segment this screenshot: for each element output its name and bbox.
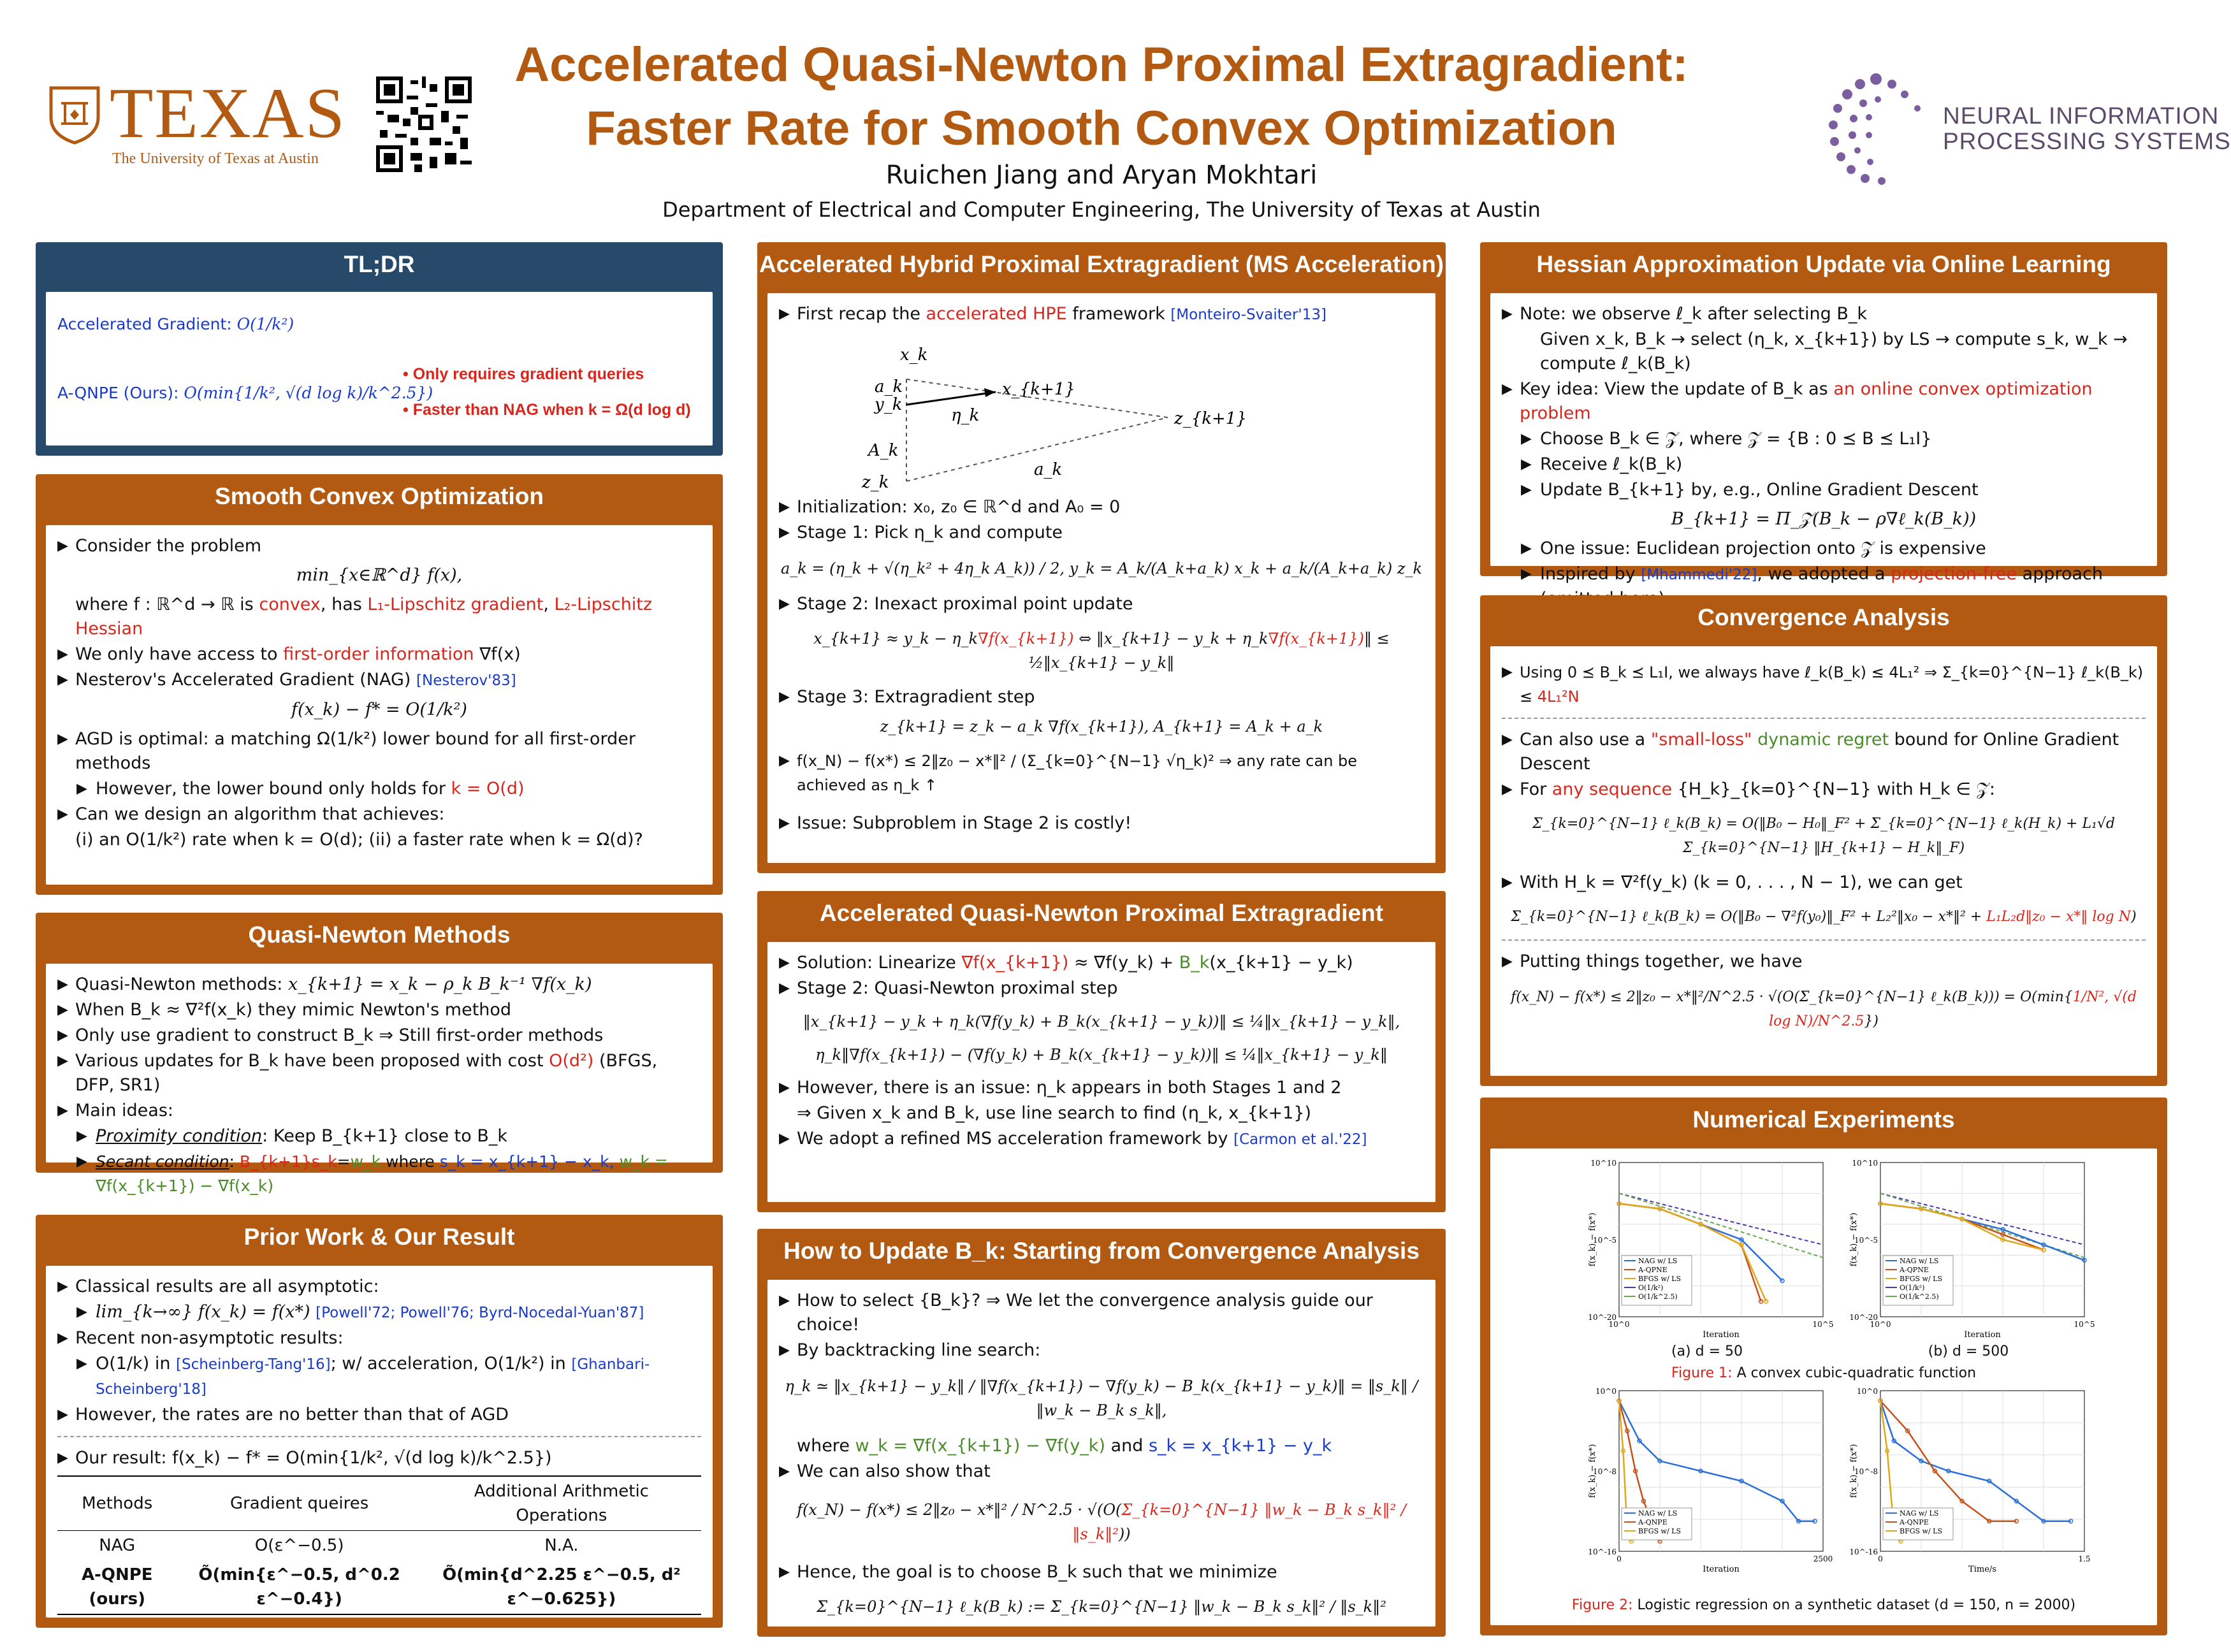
aqnpe-item-3b: ⇒ Given x_k and B_k, use line search to find (η_k, x_{k+1}) <box>797 1103 1312 1123</box>
qn-item-2: ▶ When B_k ≈ ∇²f(x_k) they mimic Newton's method <box>57 998 701 1022</box>
conv-item-1 <box>1502 660 2146 709</box>
smooth-i3-text: Nesterov's Accelerated Gradient (NAG) <box>75 670 411 690</box>
update-i2b-blue: s_k = x_{k+1} − y_k <box>1148 1436 1332 1456</box>
smooth-convex-heading: Smooth Convex Optimization <box>215 483 544 509</box>
aqnpe-i1-green: B_k <box>1179 953 1210 973</box>
conv-i3-pre: For <box>1520 779 1547 799</box>
tldr-agd-rate: O(1/k²) <box>236 315 294 333</box>
update-item-3: ▶ We can also show that <box>779 1460 1424 1484</box>
hessian-body <box>1490 293 2157 584</box>
affiliation: Department of Electrical and Computer Engineering, The University of Texas at Austin <box>662 198 1541 222</box>
tldr-bullet-1: • Only requires gradient queries <box>403 365 644 383</box>
hess-i2-pre: Key idea: View the update of B_k as <box>1520 379 1828 399</box>
y-tick-label: 10^-8 <box>1592 1467 1617 1476</box>
conv-eq2-b: ) <box>2131 909 2137 925</box>
qn-secant-label: Secant condition <box>96 1152 229 1171</box>
fig2-label: Figure 2: <box>1571 1597 1633 1613</box>
fig2a-chart <box>1586 1386 1833 1577</box>
convergence-panel <box>1480 595 2167 1086</box>
update-item-1: ▶ How to select {B_k}? ⇒ We let the convergence analysis guide our choice! <box>779 1289 1424 1337</box>
conv-i2-pre: Can also use a <box>1520 730 1646 750</box>
hess-item-2a: ▶ Choose B_k ∈ 𝒵, where 𝒵 = {B : 0 ⪯ B ⪯ L₁I} <box>1502 427 2146 451</box>
update-item-2: ▶ By backtracking line search: <box>779 1338 1424 1363</box>
conv-eq-2 <box>1502 905 2146 929</box>
prior-divider <box>57 1436 701 1437</box>
prior-item-4: ▶ Our result: f(x_k) − f* = O(min{1/k², √(d log k)/k^2.5}) <box>57 1446 701 1470</box>
smooth-i4a-red: k = O(d) <box>451 779 525 799</box>
tldr-agd-label: Accelerated Gradient: <box>57 315 232 333</box>
ahpe-item-1 <box>779 302 1424 327</box>
ahpe-eq4-r2: ∇f(x_{k+1}) <box>1268 630 1364 648</box>
fig1a-subcaption: (a) d = 50 <box>1671 1344 1743 1359</box>
legend-label: O(1/k²) <box>1900 1284 1925 1292</box>
qn-secant-w: w_k <box>350 1152 381 1171</box>
diag-ak: a_k <box>875 377 903 396</box>
smooth-i1b-mid: , has <box>320 595 362 614</box>
prior-i2a-cite1[interactable]: [Scheinberg-Tang'16] <box>176 1356 331 1373</box>
conv-item-4: ▶ With H_k = ∇²f(y_k) (k = 0, . . . , N − 1), we can get <box>1502 871 2146 895</box>
y-axis-label: f(x_k) − f(x*) <box>1849 1444 1859 1498</box>
legend-label: A-QPNE <box>1900 1266 1929 1274</box>
prior-item-2: ▶ Recent non-asymptotic results: <box>57 1326 701 1351</box>
ut-wordmark: TEXAS <box>110 74 346 153</box>
table-row <box>57 1531 701 1561</box>
prior-work-body <box>46 1266 713 1618</box>
smooth-eq-1: min_{x∈ℝ^d} f(x), <box>296 565 463 585</box>
diag-yk: y_k <box>875 395 903 414</box>
table-cell: O(ε^−0.5) <box>254 1536 344 1555</box>
smooth-i1b-l2: L₂-Lipschitz Hessian <box>75 595 653 639</box>
legend-label: O(1/k^2.5) <box>1638 1293 1678 1301</box>
qn-i1-eq: x_{k+1} = x_k − ρ_k B_k⁻¹ ∇f(x_k) <box>287 975 592 994</box>
fig1b-subcaption: (b) d = 500 <box>1928 1344 2009 1359</box>
update-i2b-mid: and <box>1110 1436 1144 1456</box>
qn-secant-wdef: w_k = ∇f(x_{k+1}) − ∇f(x_k) <box>96 1152 668 1195</box>
smooth-convex-body <box>46 525 713 885</box>
qn-item-5a <box>57 1124 701 1148</box>
fig1-label: Figure 1: <box>1671 1365 1733 1381</box>
smooth-item-4: ▶ AGD is optimal: a matching Ω(1/k²) lower bound for all first-order methods <box>57 727 701 776</box>
prior-work-panel <box>36 1215 723 1628</box>
ahpe-item-4: ▶ Stage 2: Inexact proximal point update <box>779 592 1424 616</box>
fig2-caption-text: Logistic regression on a synthetic dataset (d = 150, n = 2000) <box>1637 1597 2076 1613</box>
neurips-logo <box>1815 66 2231 196</box>
ahpe-i1-post: framework <box>1072 304 1165 324</box>
comparison-table <box>57 1475 701 1615</box>
x-axis-label: Iteration <box>1703 1330 1740 1340</box>
smooth-i2-red: first-order information <box>283 644 474 664</box>
qn-proximity-text: : Keep B_{k+1} close to B_k <box>262 1126 508 1146</box>
update-bk-heading: How to Update B_k: Starting from Convergence Analysis <box>783 1238 1420 1264</box>
convergence-body <box>1490 646 2157 1076</box>
y-axis-label: f(x_k) − f(x*) <box>1849 1212 1859 1267</box>
aqnpe-heading: Accelerated Quasi-Newton Proximal Extragradient <box>819 900 1384 926</box>
ahpe-eq-3: a_k = (η_k + √(η_k² + 4η_k A_k)) / 2, y_k = A_k/(A_k+a_k) x_k + a_k/(A_k+a_k) z_k <box>780 560 1423 577</box>
diag-etak: η_k <box>951 406 980 425</box>
smooth-i3-cite[interactable]: [Nesterov'83] <box>416 672 516 689</box>
tldr-agd <box>57 312 294 337</box>
qn-i4-pre: Various updates for B_k have been proposed with cost <box>75 1051 544 1071</box>
quasi-newton-heading: Quasi-Newton Methods <box>248 922 511 948</box>
convergence-heading: Convergence Analysis <box>1697 604 1950 630</box>
tldr-bullet-2-text: Faster than NAG when k = Ω(d log d) <box>412 401 691 419</box>
update-i2b-green: w_k = ∇f(x_{k+1}) − ∇f(y_k) <box>855 1436 1105 1456</box>
update-eq2-red: Σ_{k=0}^{N−1} ‖w_k − B_k s_k‖² / ‖s_k‖² <box>1072 1501 1406 1543</box>
diag-zk1: z_{k+1} <box>1174 409 1247 428</box>
diag-xk: x_k <box>900 345 928 365</box>
aqnpe-i1-pre: Solution: Linearize <box>797 953 956 973</box>
y-tick-label: 10^-20 <box>1849 1313 1878 1322</box>
qn-i1-pre: Quasi-Newton methods: <box>75 975 283 994</box>
y-tick-label: 10^-20 <box>1588 1313 1617 1322</box>
tldr-bullets <box>403 362 691 422</box>
legend-label: A-QNPE <box>1638 1518 1668 1526</box>
smooth-item-1: ▶ Consider the problem <box>57 534 701 558</box>
prior-i2a-1: O(1/k) in <box>96 1354 171 1373</box>
table-header-cell: Additional Arithmetic Operations <box>422 1476 701 1531</box>
legend-label: A-QPNE <box>1638 1266 1668 1274</box>
aqnpe-eq-2: η_k‖∇f(x_{k+1}) − (∇f(y_k) + B_k(x_{k+1} − y_k))‖ ≤ ¼‖x_{k+1} − y_k‖ <box>815 1046 1388 1064</box>
hess-item-2 <box>1502 377 2146 426</box>
table-header-cell: Gradient queires <box>177 1476 421 1531</box>
update-item-2b <box>779 1434 1424 1458</box>
neurips-dots-icon <box>1815 66 1937 194</box>
update-eq-3: Σ_{k=0}^{N−1} ℓ_k(B_k) := Σ_{k=0}^{N−1} ‖w_k − B_k s_k‖² / ‖s_k‖² <box>817 1598 1386 1616</box>
hess-item-2b: ▶ Receive ℓ_k(B_k) <box>1502 453 2146 477</box>
conv-i2-post: bound for Online Gradient Descent <box>1520 730 2119 774</box>
table-cell: Õ(min{ε^−0.5, d^0.2 ε^−0.4}) <box>177 1560 421 1614</box>
smooth-i4a-pre: However, the lower bound only holds for <box>96 779 446 799</box>
diag-zk: z_k <box>862 473 889 492</box>
title-line-2: Faster Rate for Smooth Convex Optimization <box>586 101 1617 156</box>
fig2-caption <box>1490 1593 2157 1618</box>
fig2b-chart <box>1847 1386 2089 1577</box>
prior-i1a-eq: lim_{k→∞} f(x_k) = f(x*) <box>96 1302 310 1322</box>
ahpe-item-7: ▶ Issue: Subproblem in Stage 2 is costly! <box>779 811 1424 836</box>
y-tick-label: 10^10 <box>1852 1159 1878 1168</box>
hess-i2e-pre: Inspired by <box>1540 564 1636 584</box>
smooth-i2-pre: We only have access to <box>75 644 278 664</box>
hess-item-1b: Given x_k, B_k → select (η_k, x_{k+1}) by LS → compute s_k, w_k → compute ℓ_k(B_k) <box>1540 330 2128 373</box>
x-tick-label: 10^0 <box>1608 1320 1630 1329</box>
aqnpe-item-3: ▶ However, there is an issue: η_k appears in both Stages 1 and 2 <box>779 1076 1424 1100</box>
table-cell: A-QNPE (ours) <box>57 1560 177 1614</box>
ahpe-eq4-c: ‖ ≤ ½‖x_{k+1} − y_k‖ <box>1028 630 1390 672</box>
neurips-line-2: PROCESSING SYSTEMS <box>1943 128 2231 154</box>
hess-item-2c: ▶ Update B_{k+1} by, e.g., Online Gradient Descent <box>1502 478 2146 502</box>
aqnpe-i1-red: ∇f(x_{k+1}) <box>961 953 1069 973</box>
conv-eq2-red: L₁L₂d‖z₀ − x*‖ log N <box>1986 909 2131 925</box>
legend-label: BFGS w/ LS <box>1900 1275 1942 1283</box>
table-header-cell: Methods <box>57 1476 177 1531</box>
conv-eq-3 <box>1502 985 2146 1034</box>
aqnpe-i1-mid: ≈ ∇f(y_k) + <box>1073 953 1174 973</box>
x-tick-label: 10^5 <box>2074 1320 2095 1329</box>
prior-i1a-cite[interactable]: [Powell'72; Powell'76; Byrd-Nocedal-Yuan'87] <box>316 1305 644 1321</box>
prior-item-3: ▶ However, the rates are no better than that of AGD <box>57 1403 701 1427</box>
x-axis-label: Time/s <box>1968 1565 1996 1574</box>
table-row <box>57 1560 701 1614</box>
ahpe-item-6: ▶ f(x_N) − f(x*) ≤ 2‖z₀ − x*‖² / (Σ_{k=0}^{N−1} √η_k)² ⇒ any rate can be achieved as η_k ↑ <box>779 749 1424 797</box>
ahpe-i1-pre: First recap the <box>797 304 920 324</box>
smooth-item-2 <box>57 642 701 667</box>
conv-eq3-red: 1/N², √(d log N)/N^2.5 <box>1769 989 2137 1029</box>
ahpe-i1-cite[interactable]: [Monteiro-Svaiter'13] <box>1170 307 1326 323</box>
legend-label: O(1/k^2.5) <box>1900 1293 1939 1301</box>
smooth-convex-panel <box>36 474 723 895</box>
fig1a-chart <box>1586 1157 1834 1342</box>
legend-label: BFGS w/ LS <box>1900 1527 1942 1535</box>
qn-secant-eq: = <box>337 1152 351 1171</box>
numerical-body <box>1490 1148 2157 1625</box>
diag-Ak: A_k <box>868 441 899 460</box>
x-tick-label: 2500 <box>1813 1554 1833 1563</box>
smooth-item-4a <box>57 777 701 801</box>
conv-divider-1 <box>1502 718 2146 719</box>
legend-label: NAG w/ LS <box>1900 1509 1939 1518</box>
conv-i3-post: {H_k}_{k=0}^{N−1} with H_k ∈ 𝒵: <box>1677 779 1995 799</box>
smooth-item-5: ▶ Can we design an algorithm that achieves: <box>57 802 701 827</box>
ahpe-item-2: ▶ Initialization: x₀, z₀ ∈ ℝ^d and A₀ = 0 <box>779 495 1424 519</box>
y-tick-label: 10^10 <box>1590 1159 1617 1168</box>
tldr-panel <box>36 242 723 456</box>
smooth-item-3 <box>57 668 701 693</box>
conv-i1-red: 4L₁²N <box>1537 688 1580 706</box>
aqnpe-i4-text: We adopt a refined MS acceleration framework by <box>797 1129 1228 1148</box>
prior-i2a-2: ; w/ acceleration, O(1/k²) in <box>330 1354 566 1373</box>
fig1b-chart <box>1847 1157 2095 1342</box>
prior-item-2a <box>57 1352 701 1402</box>
fig1-caption-text: A convex cubic-quadratic function <box>1736 1365 1977 1381</box>
tldr-body <box>46 292 713 446</box>
hess-i2e-cite[interactable]: [Mhammedi'22] <box>1641 567 1757 583</box>
hessian-panel <box>1480 242 2167 584</box>
hess-item-2d: ▶ One issue: Euclidean projection onto 𝒵 is expensive <box>1502 537 2146 561</box>
update-item-4: ▶ Hence, the goal is to choose B_k such that we minimize <box>779 1560 1424 1584</box>
hpe-geometry-diagram <box>779 328 1416 494</box>
prior-item-1a <box>57 1300 701 1325</box>
smooth-eq-2: f(x_k) − f* = O(1/k²) <box>291 700 467 720</box>
aqnpe-item-1 <box>779 951 1424 975</box>
x-axis-label: Iteration <box>1964 1330 2001 1340</box>
conv-item-5: ▶ Putting things together, we have <box>1502 950 2146 974</box>
authors: Ruichen Jiang and Aryan Mokhtari <box>885 161 1318 190</box>
update-bk-panel <box>757 1229 1446 1637</box>
hess-i2e-mid: , we adopted a <box>1757 564 1886 584</box>
numerical-panel <box>1480 1098 2167 1635</box>
conv-divider-2 <box>1502 939 2146 941</box>
conv-i3-red: any sequence <box>1552 779 1673 799</box>
x-tick-label: 1.5 <box>2078 1554 2091 1563</box>
qn-item-5b: ▶ Secant condition: B_{k+1}s_k=w_k where s_k = x_{k+1} − x_k, w_k = ∇f(x_{k+1}) − ∇f(x_k) <box>57 1150 701 1198</box>
ahpe-eq4-r1: ∇f(x_{k+1}) <box>978 630 1074 648</box>
aqnpe-eq-1: ‖x_{k+1} − y_k + η_k(∇f(y_k) + B_k(x_{k+1} − y_k))‖ ≤ ¼‖x_{k+1} − y_k‖, <box>803 1013 1400 1031</box>
conv-i1-pre: Using 0 ⪯ B_k ⪯ L₁I, we always have ℓ_k(B_k) ≤ 4L₁² ⇒ Σ_{k=0}^{N−1} ℓ_k(B_k) ≤ <box>1520 663 2144 706</box>
diag-ak2: a_k <box>1034 460 1063 479</box>
legend-label: BFGS w/ LS <box>1638 1275 1681 1283</box>
x-axis-label: Iteration <box>1703 1565 1740 1574</box>
smooth-i1b-convex: convex <box>259 595 321 614</box>
conv-i2-red: "small-loss" <box>1650 730 1752 750</box>
tldr-bullet-1-text: Only requires gradient queries <box>412 365 644 383</box>
ahpe-item-3: ▶ Stage 1: Pick η_k and compute <box>779 521 1424 545</box>
aqnpe-panel <box>757 891 1446 1212</box>
qn-i4-red: O(d²) <box>549 1051 594 1071</box>
y-tick-label: 10^0 <box>1595 1387 1617 1396</box>
tldr-aqnpe <box>57 381 433 405</box>
diag-xk1: x_{k+1} <box>1002 380 1075 399</box>
qn-item-1 <box>57 973 701 997</box>
aqnpe-i1-post: (x_{k+1} − y_k) <box>1209 953 1353 973</box>
hess-i2e-red: projection-free <box>1891 564 2017 584</box>
ahpe-eq-5: z_{k+1} = z_k − a_k ∇f(x_{k+1}), A_{k+1} = A_k + a_k <box>880 718 1323 735</box>
y-tick-label: 10^0 <box>1857 1387 1878 1396</box>
aqnpe-i4-cite[interactable]: [Carmon et al.'22] <box>1233 1131 1367 1148</box>
conv-i2-green: dynamic regret <box>1757 730 1889 750</box>
ahpe-eq4-a: x_{k+1} ≈ y_k − η_k <box>813 630 978 648</box>
numerical-heading: Numerical Experiments <box>1692 1106 1955 1133</box>
smooth-i1b-l1: L₁-Lipschitz gradient <box>367 595 544 614</box>
title-line-1: Accelerated Quasi-Newton Proximal Extragradient: <box>514 38 1689 92</box>
y-tick-label: 10^-8 <box>1854 1467 1878 1476</box>
y-tick-label: 10^-16 <box>1849 1547 1878 1556</box>
qn-i4-post: (BFGS, DFP, SR1) <box>75 1051 658 1095</box>
aqnpe-item-4 <box>779 1127 1424 1152</box>
update-eq-2 <box>779 1498 1424 1546</box>
fig1-caption <box>1490 1361 2157 1386</box>
legend-label: O(1/k²) <box>1638 1284 1664 1292</box>
hess-i2e-post: approach <box>2022 564 2103 584</box>
conv-item-2 <box>1502 728 2146 776</box>
qn-secant-where: where <box>386 1152 435 1171</box>
table-cell: Õ(min{d^2.25 ε^−0.5, d² ε^−0.625}) <box>422 1560 701 1614</box>
table-cell: N.A. <box>544 1536 579 1555</box>
x-tick-label: 0 <box>1617 1554 1622 1563</box>
ut-subtitle: The University of Texas at Austin <box>112 150 319 167</box>
qn-secant-sdef: s_k = x_{k+1} − x_k, <box>439 1152 614 1171</box>
update-eq-1: η_k ≃ ‖x_{k+1} − y_k‖ / ‖∇f(x_{k+1}) − ∇f(y_k) − B_k(x_{k+1} − y_k)‖ = ‖s_k‖ / ‖w_k − B_k s_k‖, <box>785 1377 1418 1419</box>
conv-item-3 <box>1502 778 2146 802</box>
update-i2b-pre: where <box>797 1436 850 1456</box>
legend-label: NAG w/ LS <box>1638 1509 1678 1518</box>
qn-proximity-label: Proximity condition <box>96 1126 263 1146</box>
ahpe-eq-4 <box>779 627 1424 675</box>
smooth-item-1b: where f : ℝ^d → ℝ is convex, has L₁-Lipschitz gradient, L₂-Lipschitz Hessian <box>75 595 653 639</box>
hessian-heading: Hessian Approximation Update via Online Learning <box>1536 251 2111 277</box>
hess-item-1: ▶ Note: we observe ℓ_k after selecting B_k <box>1502 302 2146 326</box>
qn-item-3: ▶ Only use gradient to construct B_k ⇒ Still first-order methods <box>57 1024 701 1048</box>
x-tick-label: 10^5 <box>1812 1320 1834 1329</box>
neurips-line-1: NEURAL INFORMATION <box>1943 103 2220 129</box>
aqnpe-item-2: ▶ Stage 2: Quasi-Newton proximal step <box>779 976 1424 1001</box>
smooth-item-5b: (i) an O(1/k²) rate when k = O(d); (ii) a faster rate when k = Ω(d)? <box>75 830 643 850</box>
ahpe-panel <box>757 242 1446 873</box>
ahpe-heading: Accelerated Hybrid Proximal Extragradient (MS Acceleration) <box>759 251 1444 277</box>
ahpe-i1-red: accelerated HPE <box>926 304 1067 324</box>
prior-work-heading: Prior Work & Our Result <box>243 1224 515 1250</box>
quasi-newton-panel <box>36 913 723 1195</box>
update-bk-body <box>767 1280 1435 1627</box>
tldr-aqnpe-label: A-QNPE (Ours): <box>57 384 179 402</box>
ahpe-body <box>767 293 1435 863</box>
x-tick-label: 10^0 <box>1870 1320 1891 1329</box>
hess-eq-1: B_{k+1} = Π_𝒵(B_k − ρ∇ℓ_k(B_k)) <box>1671 509 1977 529</box>
aqnpe-body <box>767 942 1435 1202</box>
ahpe-item-5: ▶ Stage 3: Extragradient step <box>779 685 1424 709</box>
tldr-bullet-2: • Faster than NAG when k = Ω(d log d) <box>403 401 691 419</box>
table-cell: NAG <box>99 1536 136 1555</box>
neurips-wordmark <box>1943 103 2231 154</box>
quasi-newton-body <box>46 964 713 1195</box>
y-axis-label: f(x_k) − f(x*) <box>1588 1444 1597 1498</box>
conv-eq3-b: }) <box>1864 1013 1879 1029</box>
conv-eq3-a: f(x_N) − f(x*) ≤ 2‖z₀ − x*‖²/N^2.5 · √(O(Σ_{k=0}^{N−1} ℓ_k(B_k))) = O(min{ <box>1511 989 2073 1005</box>
legend-label: NAG w/ LS <box>1900 1257 1939 1265</box>
y-tick-label: 10^-5 <box>1854 1236 1878 1245</box>
smooth-i2-post: ∇f(x) <box>479 644 521 664</box>
qn-item-4 <box>57 1049 701 1098</box>
tldr-aqnpe-rate: O(min{1/k², √(d log k)/k^2.5}) <box>184 384 433 402</box>
prior-item-1: ▶ Classical results are all asymptotic: <box>57 1275 701 1299</box>
y-tick-label: 10^-16 <box>1588 1547 1617 1556</box>
legend-label: BFGS w/ LS <box>1638 1527 1681 1535</box>
conv-eq2-a: Σ_{k=0}^{N−1} ℓ_k(B_k) = O(‖B₀ − ∇²f(y₀)‖_F² + L₂²‖x₀ − x*‖² + <box>1511 909 1982 925</box>
hess-i2-red: an online convex optimization problem <box>1520 379 2093 423</box>
y-axis-label: f(x_k) − f(x*) <box>1588 1212 1597 1267</box>
y-tick-label: 10^-5 <box>1592 1236 1617 1245</box>
update-eq2-a: f(x_N) − f(x*) ≤ 2‖z₀ − x*‖² / N^2.5 · √(O( <box>797 1501 1122 1519</box>
legend-label: NAG w/ LS <box>1638 1257 1678 1265</box>
smooth-i1b-pre: where f : ℝ^d → ℝ is <box>75 595 254 614</box>
legend-label: A-QNPE <box>1900 1518 1929 1526</box>
tldr-heading: TL;DR <box>344 251 415 277</box>
table-header-row <box>57 1476 701 1531</box>
update-eq2-b: )) <box>1118 1525 1131 1543</box>
qn-item-5: ▶ Main ideas: <box>57 1099 701 1123</box>
prior-i2a-cite2[interactable]: [Ghanbari-Scheinberg'18] <box>96 1356 650 1398</box>
ahpe-eq4-b: ⇔ ‖x_{k+1} − y_k + η_k <box>1073 630 1268 648</box>
qn-secant-bs: B_{k+1}s_k <box>239 1152 337 1171</box>
conv-eq-1: Σ_{k=0}^{N−1} ℓ_k(B_k) = O(‖B₀ − H₀‖_F² + Σ_{k=0}^{N−1} ℓ_k(H_k) + L₁√d Σ_{k=0}^{N−1} ‖H_{k+1} − H_k‖_F) <box>1532 816 2116 856</box>
x-tick-label: 0 <box>1878 1554 1883 1563</box>
